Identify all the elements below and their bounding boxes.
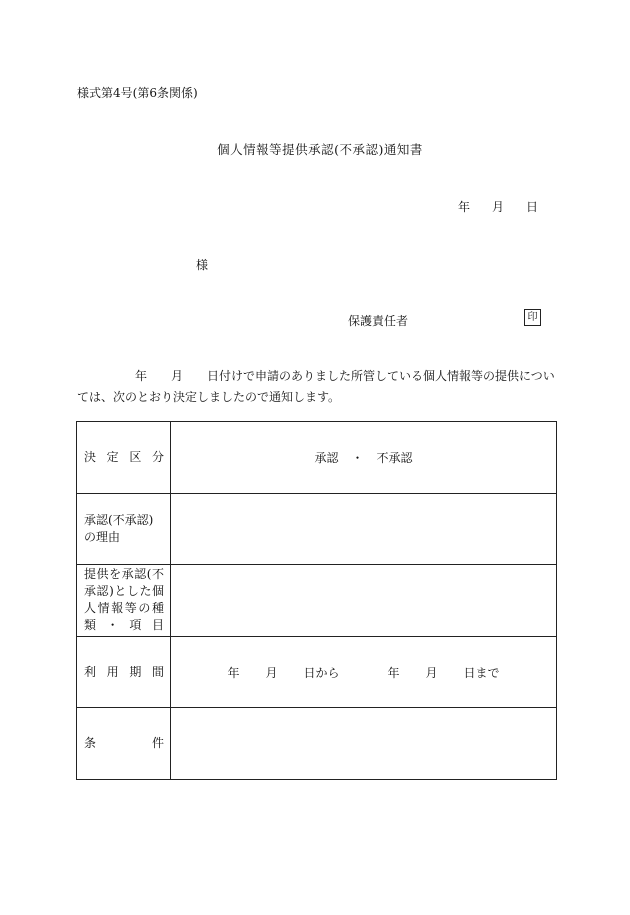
period-from-day: 日から <box>303 665 340 680</box>
table-row <box>77 422 557 494</box>
issuer-label: 保護責任者 <box>348 314 409 328</box>
option-separator: ・ <box>351 450 364 465</box>
row-label-period: 利用期間 <box>77 636 171 708</box>
date-year: 年 <box>457 200 470 214</box>
body-year: 年 <box>135 369 148 383</box>
period-to-year: 年 <box>387 665 400 680</box>
period-to-day: 日まで <box>463 665 500 680</box>
table-row <box>77 565 557 637</box>
body-paragraph <box>77 366 557 408</box>
date-month: 月 <box>491 200 504 214</box>
row-label-reason: 承認(不承認)の理由 <box>77 493 171 565</box>
items-value <box>171 565 557 637</box>
period-to-month: 月 <box>425 665 438 680</box>
table-row <box>77 636 557 708</box>
approve-option: 承認 <box>314 450 339 465</box>
reject-option: 不承認 <box>376 450 413 465</box>
row-label-items: 提供を承認(不承認)とした個人情報等の種類・項目 <box>77 565 171 637</box>
period-from-year: 年 <box>227 665 240 680</box>
conditions-value <box>171 708 557 780</box>
date-day: 日 <box>525 200 538 214</box>
body-text: 日付けで申請のありました所管している個人情報等の提供については、次のとおり決定しましたので通知します。 <box>77 369 555 404</box>
date-line <box>458 198 538 215</box>
body-month: 月 <box>171 369 184 383</box>
form-number: 様式第4号(第6条関係) <box>77 86 198 100</box>
period-value <box>171 636 557 708</box>
document-title: 個人情報等提供承認(不承認)通知書 <box>217 142 423 157</box>
reason-value <box>171 493 557 565</box>
period-from-month: 月 <box>265 665 278 680</box>
decision-value <box>171 422 557 494</box>
row-label-decision: 決定区分 <box>77 422 171 494</box>
seal-mark: 印 <box>524 309 541 326</box>
recipient-suffix: 様 <box>196 258 209 272</box>
table-row <box>77 708 557 780</box>
decision-table <box>76 421 557 780</box>
table-row <box>77 493 557 565</box>
row-label-conditions: 条件 <box>77 708 171 780</box>
